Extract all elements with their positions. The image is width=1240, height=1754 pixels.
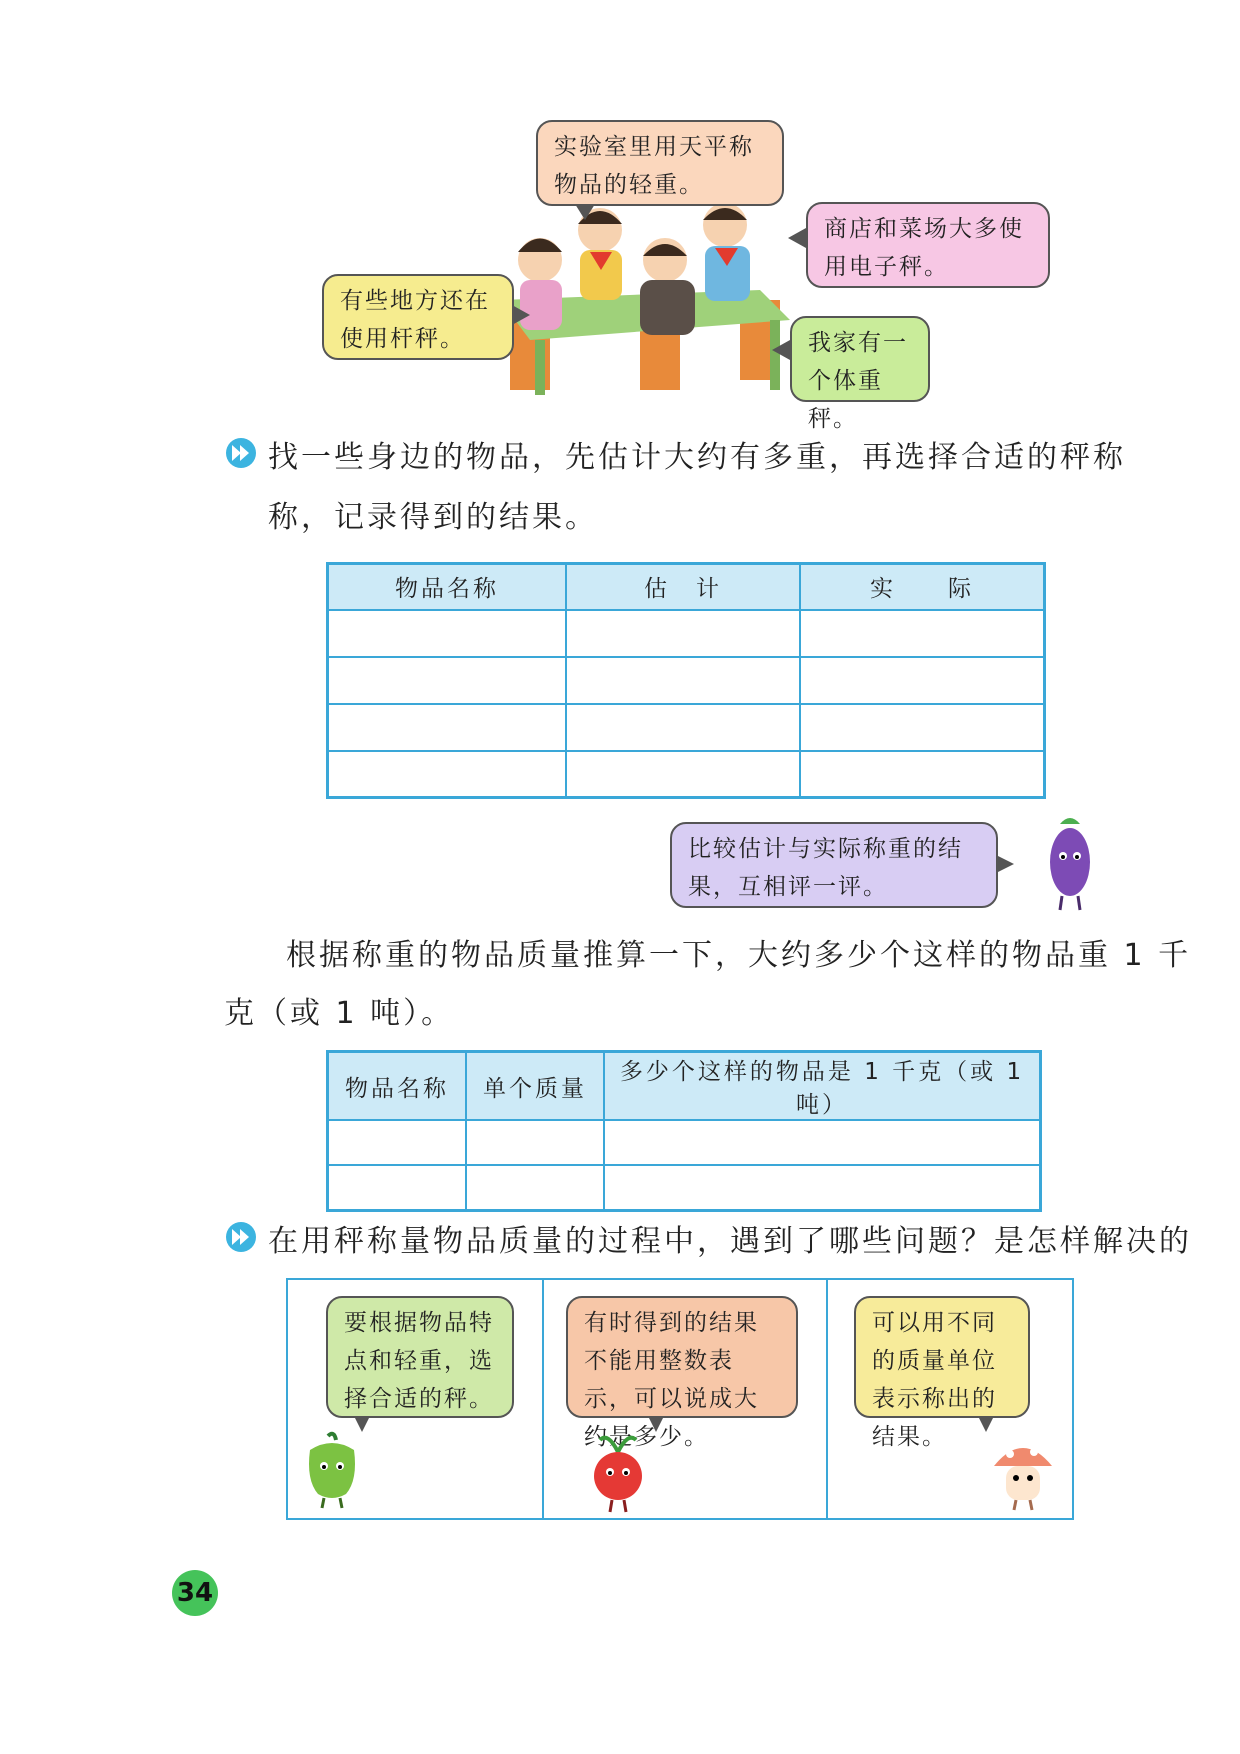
table-header-cell: 实 际 bbox=[800, 564, 1045, 610]
table-header-cell: 单个质量 bbox=[466, 1052, 604, 1121]
section1-line2: 称，记录得到的结果。 bbox=[268, 500, 598, 535]
section-arrow-icon bbox=[226, 1222, 256, 1252]
table-cell[interactable] bbox=[800, 751, 1045, 798]
table-row bbox=[328, 751, 1045, 798]
bubble-tail bbox=[648, 1416, 664, 1432]
table-cell[interactable] bbox=[566, 657, 800, 704]
bubble-tail bbox=[788, 228, 806, 248]
radish-mascot-icon bbox=[588, 1430, 648, 1514]
bubble-tail bbox=[772, 340, 790, 360]
table-row bbox=[328, 657, 1045, 704]
bubble-text: 我家有一个体重秤。 bbox=[808, 330, 908, 432]
table-cell[interactable] bbox=[328, 1120, 467, 1165]
section3-line1: 在用秤称量物品质量的过程中，遇到了哪些问题？是怎样解决的 bbox=[268, 1224, 1192, 1259]
estimate-record-table bbox=[326, 562, 1046, 799]
chair-front bbox=[640, 330, 680, 390]
speech-bubble-compare bbox=[670, 822, 998, 908]
table-cell[interactable] bbox=[328, 657, 567, 704]
speech-bubble-steelyard bbox=[322, 274, 514, 360]
bubble-text: 商店和菜场大多使用电子秤。 bbox=[824, 216, 1024, 280]
tip-bubble-choose-scale bbox=[326, 1296, 514, 1418]
panel-divider bbox=[542, 1280, 544, 1518]
bubble-text: 比较估计与实际称重的结果，互相评一评。 bbox=[688, 836, 963, 900]
table-cell[interactable] bbox=[604, 1165, 1041, 1210]
table-row bbox=[328, 610, 1045, 657]
section2-line1: 根据称重的物品质量推算一下，大约多少个这样的物品重 1 千 bbox=[286, 938, 1192, 973]
table-cell[interactable] bbox=[328, 704, 567, 751]
table-header-cell: 物品名称 bbox=[328, 564, 567, 610]
bubble-text: 有些地方还在使用杆秤。 bbox=[340, 288, 490, 352]
tip-bubble-different-units bbox=[854, 1296, 1030, 1450]
table-header-row bbox=[328, 564, 1045, 610]
bubble-tail bbox=[575, 204, 595, 220]
bubble-text: 要根据物品特点和轻重，选择合适的秤。 bbox=[344, 1310, 494, 1412]
page-number-badge: 34 bbox=[172, 1570, 218, 1616]
bubble-tail bbox=[996, 855, 1014, 873]
boy-back-body bbox=[640, 280, 695, 335]
mushroom-mascot-icon bbox=[988, 1436, 1058, 1512]
bubble-tail bbox=[512, 305, 530, 325]
table-cell[interactable] bbox=[466, 1120, 604, 1165]
tip-bubble-approximate bbox=[566, 1296, 798, 1450]
table-header-cell: 估 计 bbox=[566, 564, 800, 610]
tips-panel bbox=[286, 1278, 1074, 1520]
panel-divider bbox=[826, 1280, 828, 1518]
section2-line2: 克（或 1 吨）。 bbox=[224, 996, 455, 1031]
table-header-row bbox=[328, 1052, 1041, 1121]
section-arrow-icon bbox=[226, 438, 256, 468]
table-cell[interactable] bbox=[328, 1165, 467, 1210]
table-cell[interactable] bbox=[800, 610, 1045, 657]
table-cell[interactable] bbox=[466, 1165, 604, 1210]
bubble-tail bbox=[978, 1416, 994, 1432]
eggplant-mascot-icon bbox=[1040, 812, 1100, 912]
section1-line1: 找一些身边的物品，先估计大约有多重，再选择合适的秤称 bbox=[268, 440, 1126, 475]
table-cell[interactable] bbox=[604, 1120, 1041, 1165]
table-cell[interactable] bbox=[566, 704, 800, 751]
table-row bbox=[328, 704, 1045, 751]
table-cell[interactable] bbox=[800, 704, 1045, 751]
table-cell[interactable] bbox=[800, 657, 1045, 704]
table-cell[interactable] bbox=[328, 751, 567, 798]
green-pepper-mascot-icon bbox=[302, 1430, 362, 1510]
bubble-text: 可以用不同的质量单位表示称出的结果。 bbox=[872, 1310, 997, 1450]
table-header-cell: 物品名称 bbox=[328, 1052, 467, 1121]
speech-bubble-electronic-scale bbox=[806, 202, 1050, 288]
unit-mass-table bbox=[326, 1050, 1042, 1212]
bubble-text: 有时得到的结果不能用整数表示，可以说成大约是多少。 bbox=[584, 1310, 759, 1450]
speech-bubble-lab-balance bbox=[536, 120, 784, 206]
speech-bubble-body-scale bbox=[790, 316, 930, 432]
table-cell[interactable] bbox=[328, 610, 567, 657]
table-row bbox=[328, 1165, 1041, 1210]
table-cell[interactable] bbox=[566, 610, 800, 657]
table-cell[interactable] bbox=[566, 751, 800, 798]
table-row bbox=[328, 1120, 1041, 1165]
table-header-cell: 多少个这样的物品是 1 千克（或 1 吨） bbox=[604, 1052, 1041, 1121]
bubble-text: 实验室里用天平称物品的轻重。 bbox=[554, 134, 754, 198]
